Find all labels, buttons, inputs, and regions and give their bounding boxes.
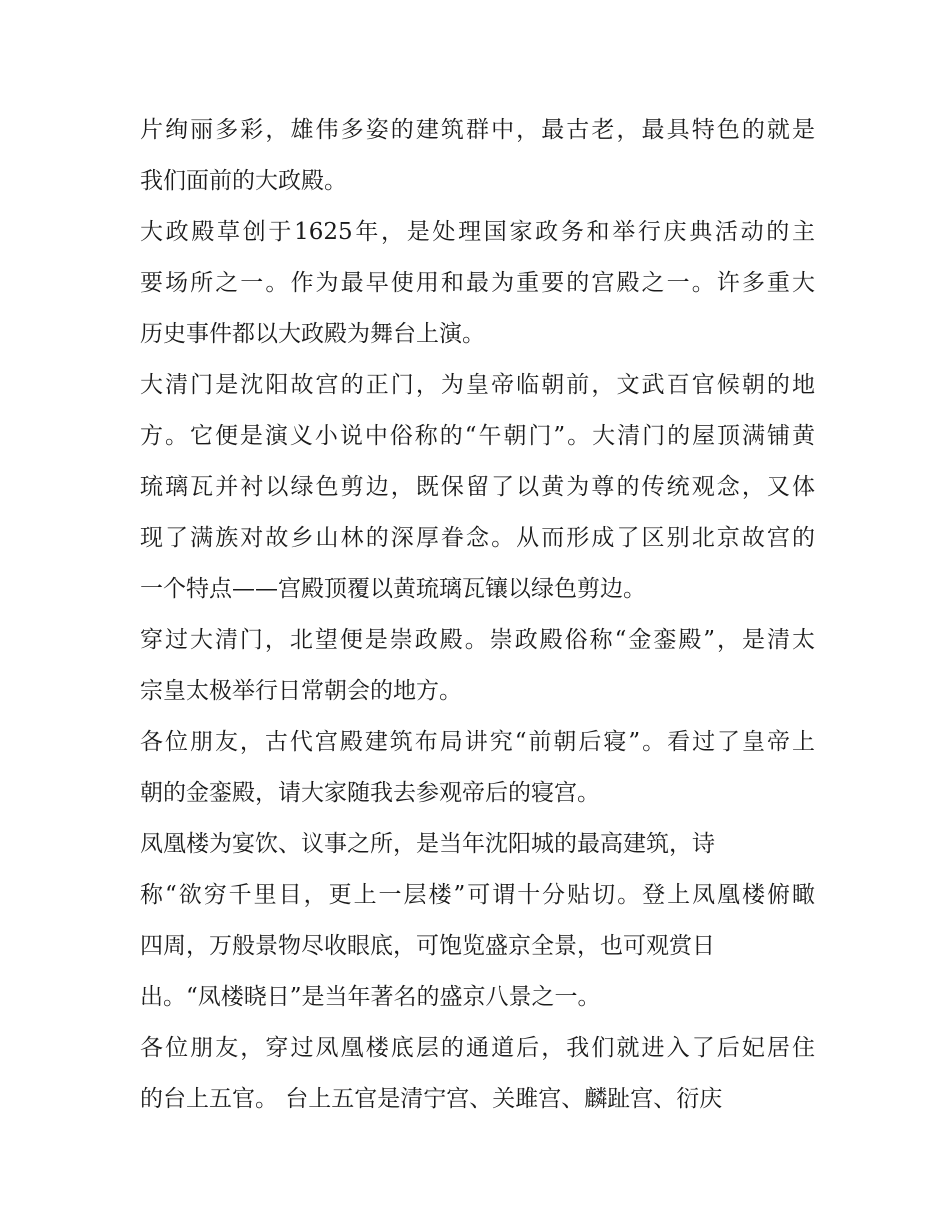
text-line: 朝的金銮殿，请大家随我去参观帝后的寝宫。 xyxy=(140,780,600,806)
text-line: 宗皇太极举行日常朝会的地方。 xyxy=(140,678,462,704)
text-line: 凤凰楼为宴饮、议事之所，是当年沈阳城的最高建筑，诗 xyxy=(140,831,715,857)
text-line: 大清门是沈阳故宫的正门，为皇帝临朝前，文武百官候朝的地 xyxy=(140,372,815,398)
text-line: 历史事件都以大政殿为舞台上演。 xyxy=(140,321,485,347)
text-line: 方。它便是演义小说中俗称的“午朝门”。大清门的屋顶满铺黄 xyxy=(140,423,815,449)
text-line: 我们面前的大政殿。 xyxy=(140,168,347,194)
text-line: 现了满族对故乡山林的深厚眷念。从而形成了区别北京故宫的 xyxy=(140,525,815,551)
text-line: 四周，万般景物尽收眼底，可饱览盛京全景，也可观赏日 xyxy=(140,933,715,959)
text-line: 片绚丽多彩，雄伟多姿的建筑群中，最古老，最具特色的就是 xyxy=(140,117,815,143)
text-line: 穿过大清门，北望便是崇政殿。崇政殿俗称“金銮殿”，是清太 xyxy=(140,627,815,653)
text-line: 各位朋友，古代宫殿建筑布局讲究“前朝后寝”。看过了皇帝上 xyxy=(140,729,815,755)
text-line: 出。“凤楼晓日”是当年著名的盛京八景之一。 xyxy=(140,984,601,1010)
text-line: 一个特点——宫殿顶覆以黄琉璃瓦镶以绿色剪边。 xyxy=(140,576,646,602)
text-line: 称“欲穷千里目，更上一层楼”可谓十分贴切。登上凤凰楼俯瞰 xyxy=(140,882,815,908)
text-line: 大政殿草创于1625年，是处理国家政务和举行庆典活动的主 xyxy=(140,219,815,245)
text-line: 的台上五官。 台上五官是清宁宫、关雎宫、麟趾宫、衍庆 xyxy=(140,1086,723,1112)
text-line: 琉璃瓦并衬以绿色剪边，既保留了以黄为尊的传统观念，又体 xyxy=(140,474,815,500)
document-body xyxy=(140,105,815,1125)
text-line: 各位朋友，穿过凤凰楼底层的通道后，我们就进入了后妃居住 xyxy=(140,1035,815,1061)
text-line: 要场所之一。作为最早使用和最为重要的宫殿之一。许多重大 xyxy=(140,270,815,296)
